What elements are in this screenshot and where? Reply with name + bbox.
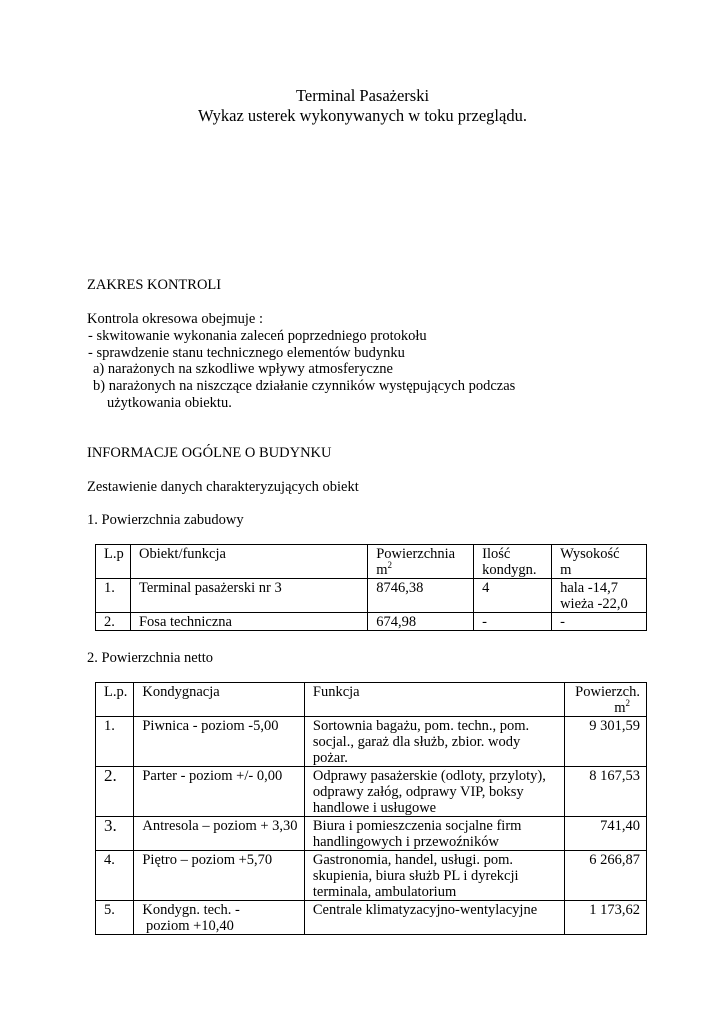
table2-caption: 2. Powierzchnia netto bbox=[87, 650, 214, 666]
level-cell: Piętro – poziom +5,70 bbox=[134, 851, 305, 901]
function-cell: Biura i pomieszczenia socjalne firm handlingowych i przewoźników bbox=[304, 817, 564, 851]
document-subtitle: Wykaz usterek wykonywanych w toku przeglądu. bbox=[198, 106, 527, 125]
level-cell: Parter - poziom +/- 0,00 bbox=[134, 767, 305, 817]
header-cell: Wysokość m bbox=[552, 545, 647, 579]
function-cell: Gastronomia, handel, usługi. pom. skupienia, biura służb PL i dyrekcji terminala, ambulatorium bbox=[304, 851, 564, 901]
table-header-row bbox=[96, 683, 647, 717]
lp-cell: 2. bbox=[96, 767, 134, 817]
header-cell: Ilość kondygn. bbox=[474, 545, 552, 579]
level-cell: Piwnica - poziom -5,00 bbox=[134, 717, 305, 767]
table-row bbox=[96, 851, 647, 901]
height-cell: - bbox=[552, 613, 647, 631]
zakres-line-2: - sprawdzenie stanu technicznego elementów budynku bbox=[88, 345, 405, 361]
floors-cell: 4 bbox=[474, 579, 552, 613]
zakres-line-3: a) narażonych na szkodliwe wpływy atmosferyczne bbox=[93, 361, 393, 377]
table-powierzchnia-netto bbox=[95, 682, 647, 935]
lp-cell: 2. bbox=[96, 613, 131, 631]
name-cell: Fosa techniczna bbox=[130, 613, 367, 631]
section-heading-zakres: ZAKRES KONTROLI bbox=[87, 277, 222, 293]
area-cell: 9 301,59 bbox=[565, 717, 647, 767]
zakres-intro: Kontrola okresowa obejmuje : bbox=[87, 311, 263, 327]
table-row bbox=[96, 901, 647, 935]
zakres-line-5: użytkowania obiektu. bbox=[107, 395, 232, 411]
section-heading-info: INFORMACJE OGÓLNE O BUDYNKU bbox=[87, 445, 332, 461]
table-row bbox=[96, 717, 647, 767]
header-cell: Funkcja bbox=[304, 683, 564, 717]
lp-cell: 1. bbox=[96, 717, 134, 767]
area-cell: 6 266,87 bbox=[565, 851, 647, 901]
table1-caption: 1. Powierzchnia zabudowy bbox=[87, 512, 244, 528]
lp-cell: 1. bbox=[96, 579, 131, 613]
area-cell: 8 167,53 bbox=[565, 767, 647, 817]
level-cell: Antresola – poziom + 3,30 bbox=[134, 817, 305, 851]
area-cell: 8746,38 bbox=[368, 579, 474, 613]
header-cell: Powierzch. $m^2$ bbox=[565, 683, 647, 717]
name-cell: Terminal pasażerski nr 3 bbox=[130, 579, 367, 613]
table-powierzchnia-zabudowy bbox=[95, 544, 647, 631]
header-cell: L.p bbox=[96, 545, 131, 579]
document-title: Terminal Pasażerski bbox=[295, 86, 430, 105]
table-row bbox=[96, 613, 647, 631]
area-cell: 741,40 bbox=[565, 817, 647, 851]
function-cell: Centrale klimatyzacyjno-wentylacyjne bbox=[304, 901, 564, 935]
function-cell: Sortownia bagażu, pom. techn., pom. socjal., garaż dla służb, zbior. wody pożar. bbox=[304, 717, 564, 767]
zakres-line-1: - skwitowanie wykonania zaleceń poprzedniego protokołu bbox=[88, 328, 427, 344]
info-intro: Zestawienie danych charakteryzujących obiekt bbox=[87, 479, 359, 495]
header-cell: Obiekt/funkcja bbox=[130, 545, 367, 579]
lp-cell: 3. bbox=[96, 817, 134, 851]
height-cell: hala -14,7 wieża -22,0 bbox=[552, 579, 647, 613]
function-cell: Odprawy pasażerskie (odloty, przyloty), odprawy załóg, odprawy VIP, boksy handlowe i usługowe bbox=[304, 767, 564, 817]
lp-cell: 5. bbox=[96, 901, 134, 935]
table-row bbox=[96, 817, 647, 851]
table-row bbox=[96, 767, 647, 817]
header-cell: L.p. bbox=[96, 683, 134, 717]
table-header-row bbox=[96, 545, 647, 579]
lp-cell: 4. bbox=[96, 851, 134, 901]
level-cell: Kondygn. tech. - poziom +10,40 bbox=[134, 901, 305, 935]
area-cell: 1 173,62 bbox=[565, 901, 647, 935]
header-cell: Powierzchnia $m^2$ bbox=[368, 545, 474, 579]
area-cell: 674,98 bbox=[368, 613, 474, 631]
floors-cell: - bbox=[474, 613, 552, 631]
table-row bbox=[96, 579, 647, 613]
zakres-line-4: b) narażonych na niszczące działanie czynników występujących podczas bbox=[93, 378, 516, 394]
header-cell: Kondygnacja bbox=[134, 683, 305, 717]
